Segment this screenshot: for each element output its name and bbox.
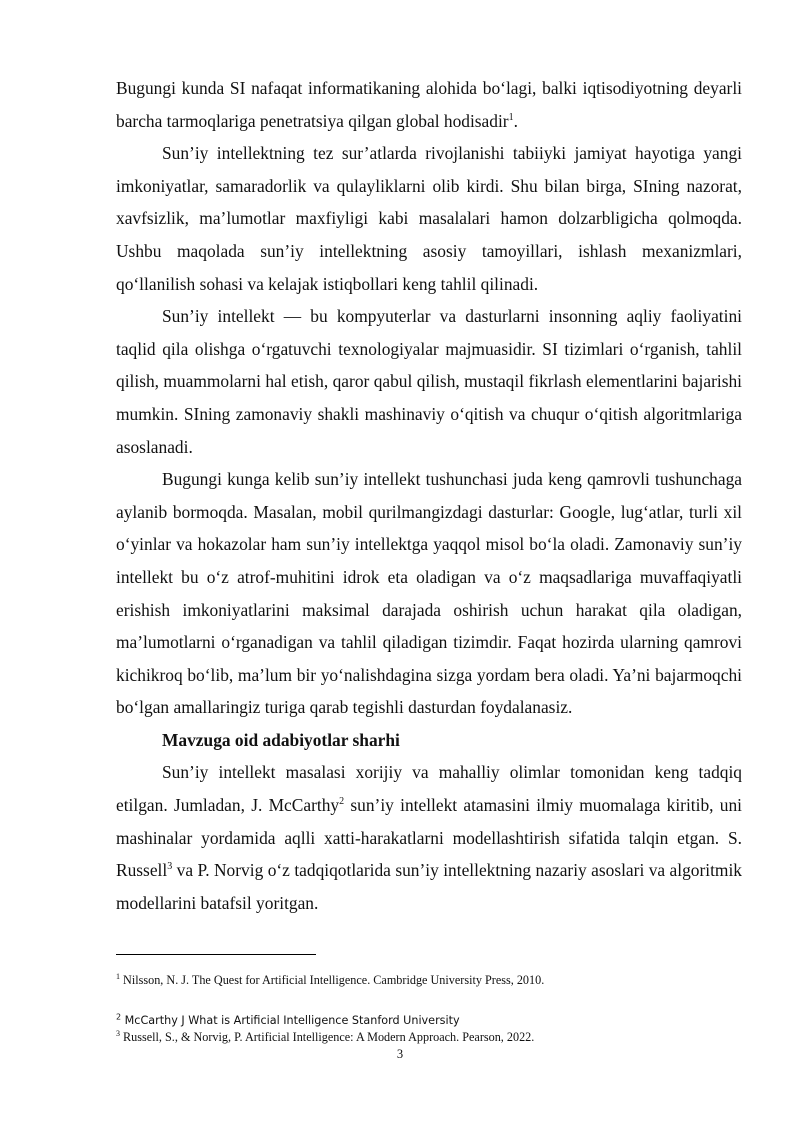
footnote-text: McCarthy J What is Artificial Intelligence Stanford University [121,1014,460,1027]
footnote-number: 3 [116,1028,120,1038]
footnote-3 [116,1030,534,1045]
footnote-number: 1 [116,971,120,981]
footnote-ref-2[interactable]: 2 [339,796,345,808]
footnote-text: Russell, S., & Norvig, P. Artificial Intelligence: A Modern Approach. Pearson, 2022. [120,1030,535,1044]
footnote-number: 2 [116,1012,122,1022]
paragraph-literature [116,756,742,919]
footnote-separator [116,954,316,955]
literature-text-3: va P. Norvig o‘z tadqiqotlarida sun’iy intellektning nazariy asoslari va algoritmik modellarini batafsil yoritgan. [116,860,742,913]
paragraph-punctuation: . [513,110,518,131]
footnote-ref-3[interactable]: 3 [167,861,173,873]
paragraph-definition: Sun’iy intellekt — bu kompyuterlar va dasturlarni insonning aqliy faoliyatini taqlid qila olishga o‘rgatuvchi texnologiyalar majmuasidir. SI tizimlari o‘rganish, tahlil qilish, muammolarni hal etish, qaror qabul qilish, mustaqil fikrlash elementlarini bajarishi mumkin. SIning zamonaviy shakli mashinaviy o‘qitish va chuqur o‘qitish algoritmlariga asoslanadi. [116,306,742,457]
section-heading: Mavzuga oid adabiyotlar sharhi [162,729,400,750]
paragraph-intro [116,72,742,137]
literature-text-1: Sun’iy intellekt masalasi xorijiy va mahalliy olimlar tomonidan keng tadqiq etilgan. Jumladan, J. McCarthy [116,762,742,816]
page-number: 3 [396,1047,404,1061]
footnote-text: Nilsson, N. J. The Quest for Artificial Intelligence. Cambridge University Press, 2010. [120,973,545,987]
footnote-2 [116,1013,460,1028]
footnote-1 [116,973,544,988]
footnote-ref-1[interactable]: 1 [508,111,514,123]
body-text [116,72,742,919]
paragraph-text: Bugungi kunda SI nafaqat informatikaning alohida bo‘lagi, balki iqtisodiyotning deyarli barcha tarmoqlariga penetratsiya qilgan global hodisadir [116,78,742,131]
paragraph-today: Bugungi kunga kelib sun’iy intellekt tushunchasi juda keng qamrovli tushunchaga aylanib bormoqda. Masalan, mobil qurilmangizdagi dasturlar: Google, lug‘atlar, turli xil o‘yinlar va hokazolar ham sun’iy intellektga yaqqol misol bo‘la oladi. Zamonaviy sun’iy intellekt bu o‘z atrof-muhitini idrok eta oladigan va o‘z maqsadlariga muvaffaqiyatli erishish imkoniyatlarini maksimal darajada oshirish uchun harakat qila oladigan, ma’lumotlarni o‘rganadigan va tahlil qiladigan tizimdir. Faqat hozirda ularning qamrovi kichikroq bo‘lib, ma’lum bir yo‘nalishdagina sizga yordam bera oladi. Ya’ni bajarmoqchi bo‘lgan amallaringiz turiga qarab tegishli dasturdan foydalanasiz. [116,469,742,718]
literature-text-2: sun’iy intellekt atamasini ilmiy muomalaga kiritib, uni mashinalar yordamida aqlli xatti-harakatlarni modellashtirish sifatida talqin etgan. S. Russell [116,795,743,881]
paragraph-development: Sun’iy intellektning tez sur’atlarda rivojlanishi tabiiyki jamiyat hayotiga yangi imkoniyatlar, samaradorlik va qulayliklarni olib kirdi. Shu bilan birga, SIning nazorat, xavfsizlik, ma’lumotlar maxfiyligi kabi masalalari hamon dolzarbligicha qolmoqda. Ushbu maqolada sun’iy intellektning asosiy tamoyillari, ishlash mexanizmlari, qo‘llanilish sohasi va kelajak istiqbollari keng tahlil qilinadi. [116,143,742,294]
